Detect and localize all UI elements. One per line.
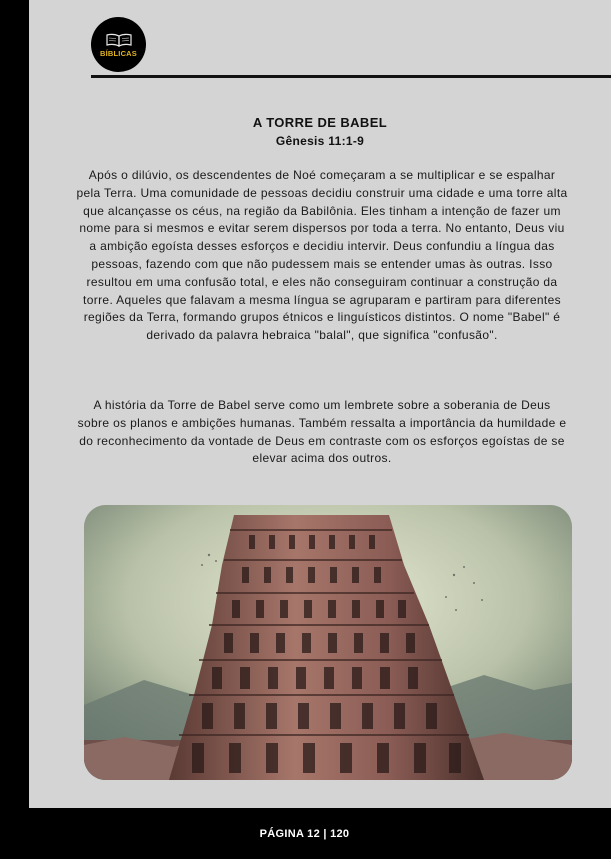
article-paragraph-1: Após o dilúvio, os descendentes de Noé começaram a se multiplicar e se espalhar pela Terra. Uma comunidade de pessoas decidiu construir uma cidade e uma torre alta que alcançasse os céus, na região da Babilônia. Eles tinham a intenção de fazer um nome para si mesmos e evitar serem dispersos por toda a terra. No entanto, Deus viu a ambição egoísta desses esforços e decidiu intervir. Deus confundiu a língua das pessoas, fazendo com que não pudessem mais se entender umas às outras. Isso resultou em uma confusão total, e eles não conseguiram continuar a construção da torre. Aqueles que falavam a mesma língua se agruparam e partiram para diferentes regiões da Terra, formando grupos étnicos e linguísticos distintos. O nome "Babel" é derivado da palavra hebraica "balal", que significa "confusão".: [76, 168, 568, 343]
document-page: [29, 0, 611, 808]
open-book-icon: [106, 33, 132, 47]
page-number: PÁGINA 12 | 120: [259, 827, 350, 840]
tower-illustration: [84, 505, 572, 780]
article-title: A TORRE DE BABEL: [252, 115, 388, 130]
page-footer: [29, 808, 580, 859]
logo: [91, 17, 146, 72]
article-paragraph-2: A história da Torre de Babel serve como um lembrete sobre a soberania de Deus sobre os planos e ambições humanas. Também ressalta a importância da humildade e do reconhecimento da vontade de Deus em contraste com os esforços egoístas de se elevar acima dos outros.: [77, 398, 567, 466]
header-divider: [91, 75, 611, 78]
bible-reference: Gênesis 11:1-9: [275, 134, 365, 148]
logo-text: BÍBLICAS: [99, 49, 138, 58]
tower-of-babel-image: [84, 505, 572, 780]
